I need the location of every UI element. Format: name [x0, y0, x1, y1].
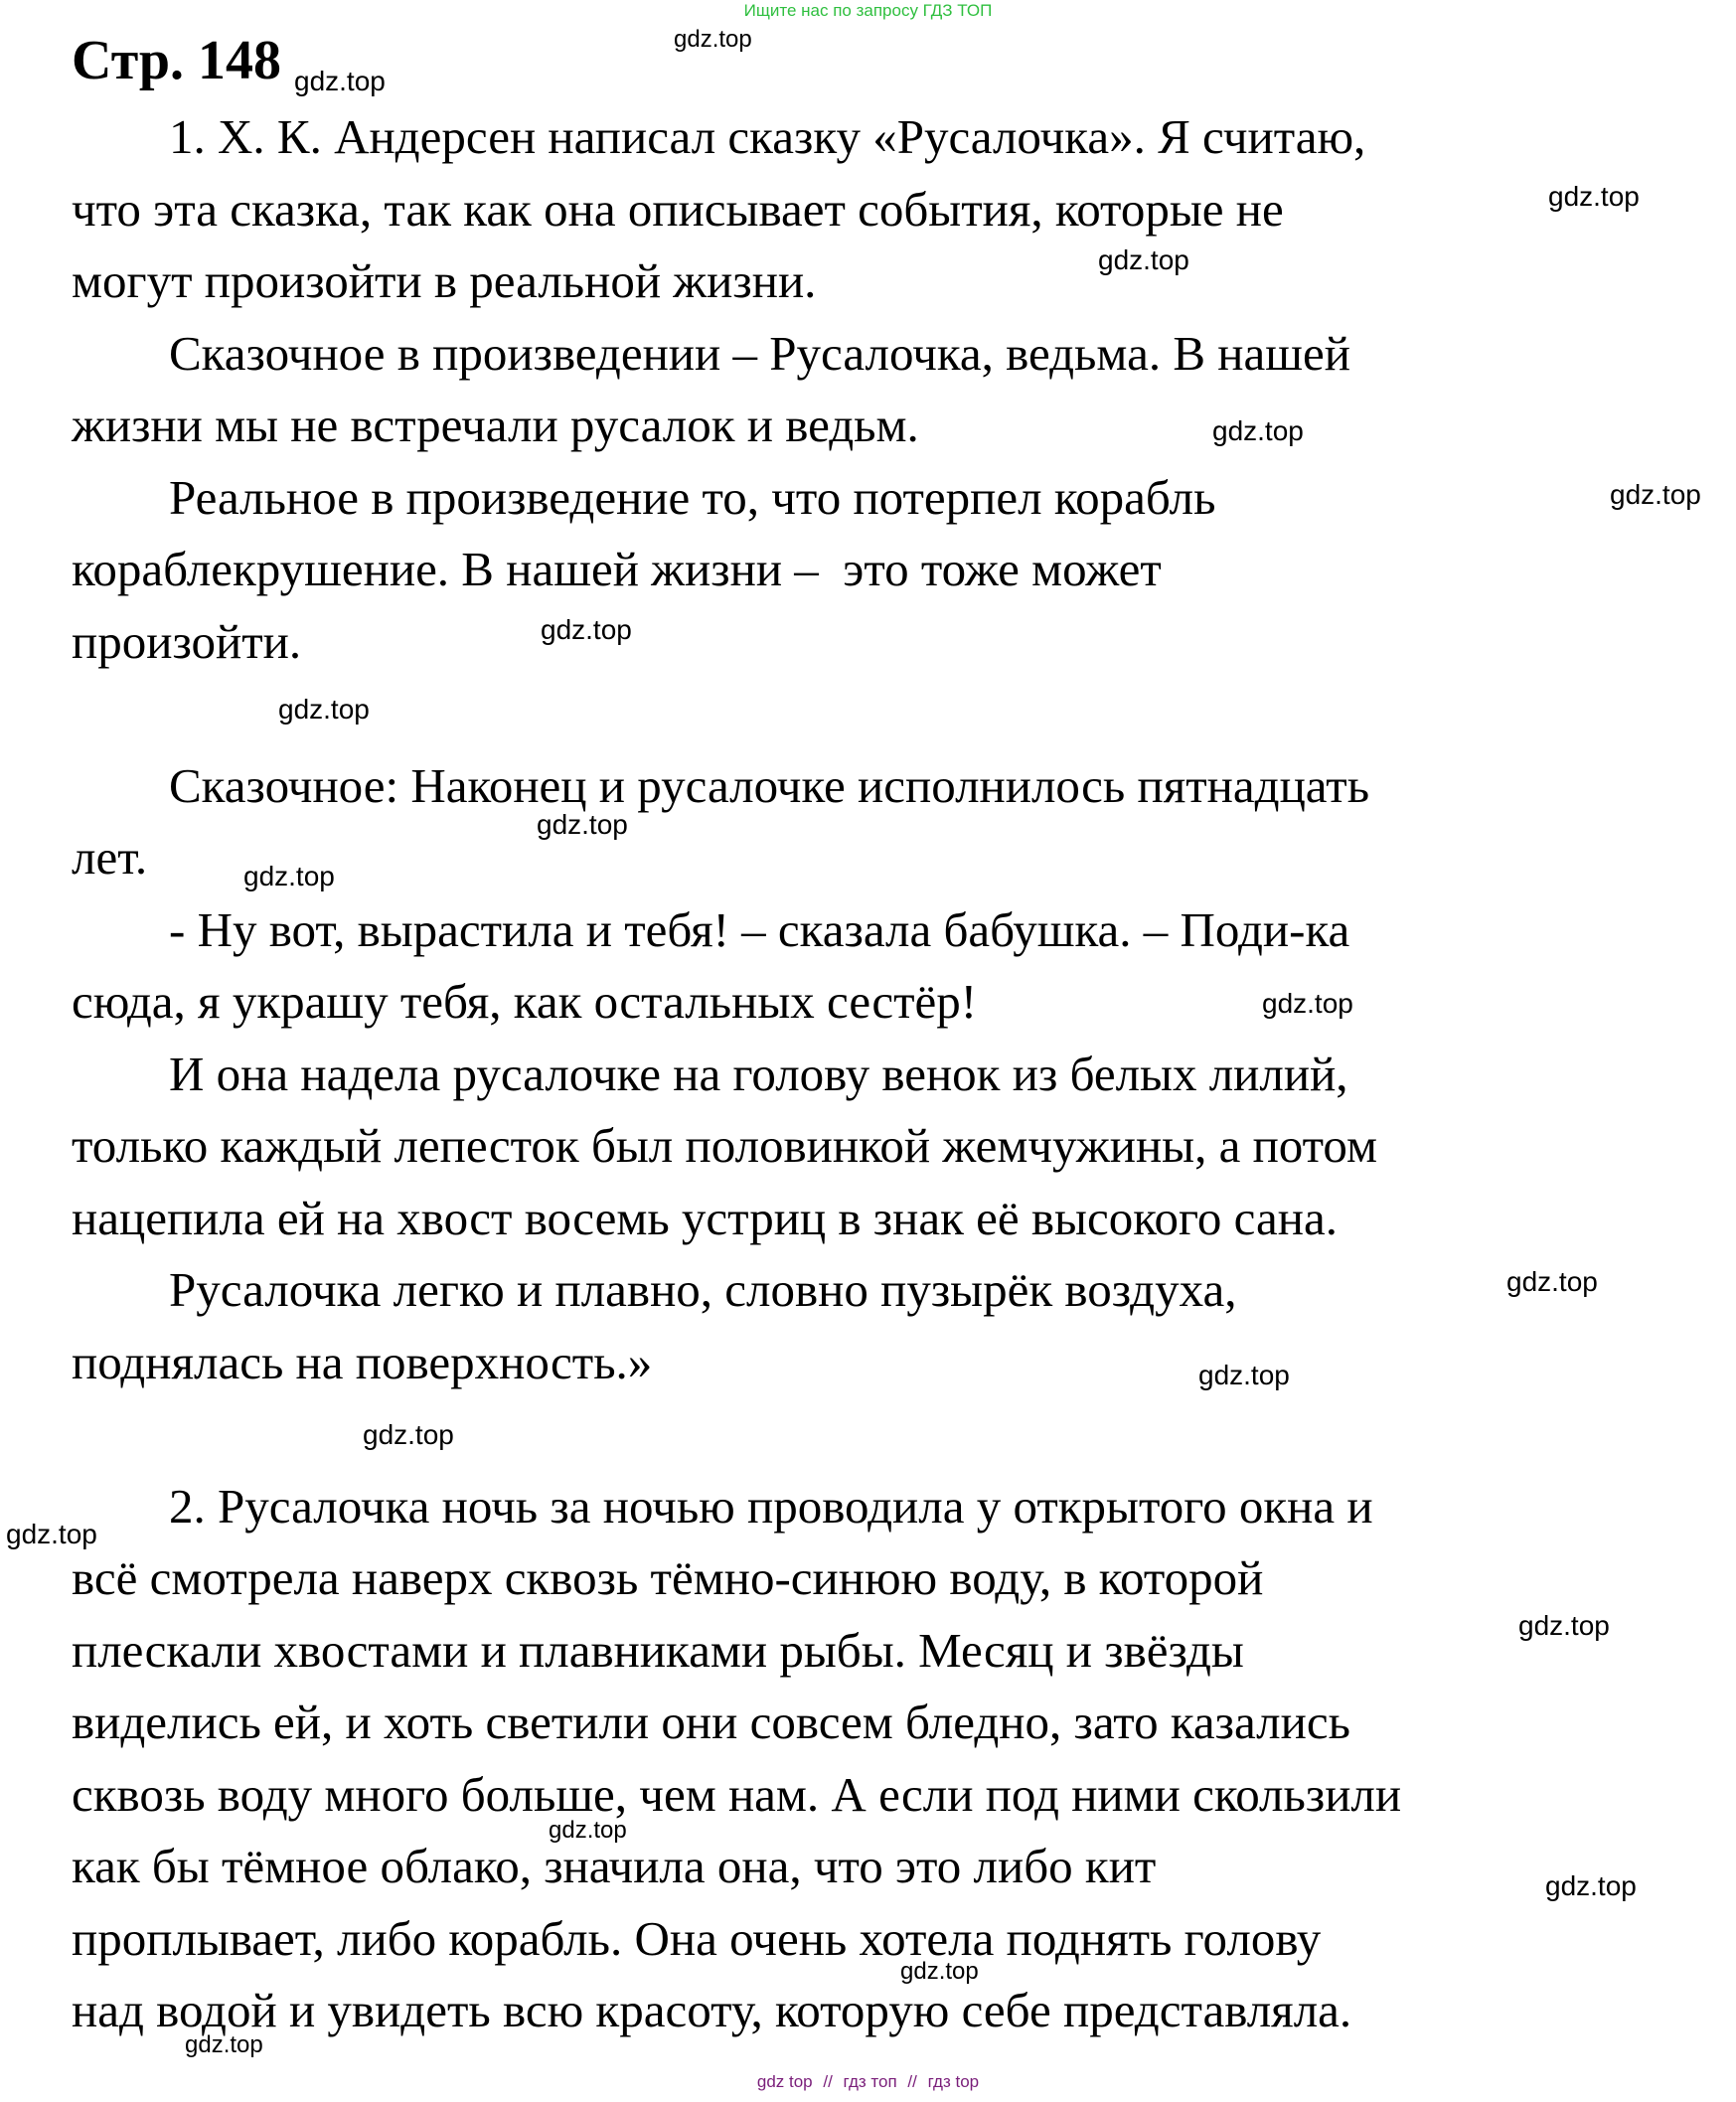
text-line: Русалочка легко и плавно, словно пузырёк воздуха,: [72, 1262, 1237, 1317]
watermark: gdz.top: [1506, 1266, 1598, 1297]
text-line: кораблекрушение. В нашей жизни – это тоже может: [72, 542, 1162, 596]
text-line: плескали хвостами и плавниками рыбы. Месяц и звёзды: [72, 1622, 1244, 1678]
watermark: gdz.top: [1610, 479, 1701, 510]
watermark: gdz.top: [243, 861, 335, 891]
watermark: gdz.top: [1548, 181, 1640, 212]
text-line: 2. Русалочка ночь за ночью проводила у открытого окна и: [72, 1478, 1373, 1534]
text-line: только каждый лепесток был половинкой жемчужины, а потом: [72, 1118, 1378, 1173]
text-line: над водой и увидеть всю красоту, которую себе представляла.: [72, 1983, 1352, 2037]
text-line: всё смотрела наверх сквозь тёмно-синюю воду, в которой: [72, 1550, 1264, 1605]
watermark: gdz.top: [294, 66, 386, 96]
watermark: gdz.top: [900, 1958, 979, 1985]
footer-link-gdz-top[interactable]: gdz top: [756, 2072, 813, 2091]
watermark: gdz.top: [674, 26, 752, 53]
watermark: gdz.top: [1545, 1870, 1637, 1901]
text-line: поднялась на поверхность.»: [72, 1334, 653, 1389]
text-line: нацепила ей на хвост восемь устриц в знак её высокого сана.: [72, 1190, 1338, 1245]
watermark: gdz.top: [1098, 244, 1189, 275]
text-line: 1. Х. К. Андерсен написал сказку «Русалочка». Я считаю,: [72, 109, 1366, 164]
watermark: gdz.top: [1198, 1360, 1290, 1390]
text-line: произойти.: [72, 613, 302, 669]
text-line: Реальное в произведение то, что потерпел корабль: [72, 469, 1216, 525]
text-line: Сказочное в произведении – Русалочка, ведьма. В нашей: [72, 325, 1350, 381]
footer-links: [0, 2071, 1736, 2093]
text-line: что эта сказка, так как она описывает события, которые не: [72, 181, 1284, 237]
text-line: виделись ей, и хоть светили они совсем бледно, зато казались: [72, 1695, 1350, 1749]
blank-line: [72, 1398, 1661, 1471]
text-line: - Ну вот, вырастила и тебя! – сказала бабушка. – Поди-ка: [72, 901, 1350, 957]
watermark: gdz.top: [537, 809, 628, 840]
top-banner: Ищите нас по запросу ГДЗ ТОП: [743, 1, 993, 20]
footer-separator: //: [907, 2072, 917, 2091]
text-line: проплывает, либо корабль. Она очень хотела поднять голову: [72, 1910, 1322, 1966]
watermark: gdz.top: [6, 1519, 97, 1549]
page-title: Стр. 148: [72, 30, 282, 91]
watermark: gdz.top: [1262, 988, 1353, 1019]
watermark: gdz.top: [185, 2031, 263, 2058]
footer-link-gdz-top-ru[interactable]: гдз топ: [843, 2072, 897, 2091]
watermark: gdz.top: [541, 614, 632, 645]
watermark: gdz.top: [1212, 415, 1304, 446]
text-line: И она надела русалочке на голову венок из белых лилий,: [72, 1046, 1348, 1101]
text-line: сквозь воду много больше, чем нам. А если под ними скользили: [72, 1766, 1402, 1822]
watermark: gdz.top: [1518, 1610, 1610, 1641]
watermark: gdz.top: [549, 1817, 627, 1844]
document-body: [72, 101, 1661, 2047]
text-line: как бы тёмное облако, значила она, что это либо кит: [72, 1839, 1157, 1893]
text-line: Сказочное: Наконец и русалочке исполнилось пятнадцать: [72, 757, 1370, 813]
text-line: сюда, я украшу тебя, как остальных сестёр!: [72, 974, 978, 1029]
watermark: gdz.top: [278, 694, 370, 725]
watermark: gdz.top: [363, 1419, 454, 1450]
text-line: жизни мы не встречали русалок и ведьм.: [72, 398, 919, 452]
footer-link-gdz-top-mixed[interactable]: гдз top: [927, 2072, 980, 2091]
footer-separator: //: [823, 2072, 833, 2091]
text-line: могут произойти в реальной жизни.: [72, 253, 817, 308]
text-line: лет.: [72, 830, 148, 885]
